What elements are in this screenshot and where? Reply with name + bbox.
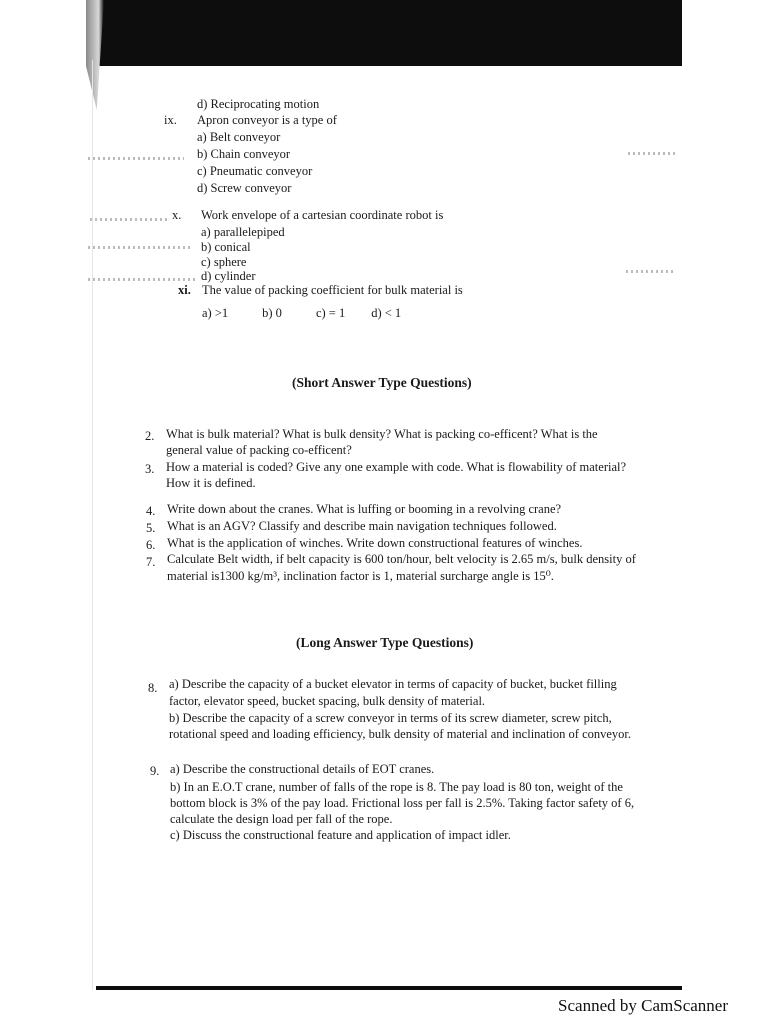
scan-noise — [88, 278, 198, 281]
question-line: c) Discuss the constructional feature and application of impact idler. — [170, 828, 511, 842]
option-row — [202, 306, 429, 321]
option: b) 0 — [262, 306, 282, 320]
section-heading-long: (Long Answer Type Questions) — [296, 635, 474, 650]
option: b) conical — [201, 240, 251, 254]
question-line: What is the application of winches. Write down constructional features of winches. — [167, 536, 583, 550]
option: d) < 1 — [371, 306, 402, 320]
question-line: What is bulk material? What is bulk density? What is packing co-efficent? What is the — [166, 427, 598, 441]
question-line: What is an AGV? Classify and describe main navigation techniques followed. — [167, 519, 557, 533]
question-line: factor, elevator speed, bucket spacing, bulk density of material. — [169, 694, 486, 708]
question-line: b) In an E.O.T crane, number of falls of the rope is 8. The pay load is 80 ton, weight of the — [170, 780, 623, 794]
question-number: 9. — [150, 764, 160, 778]
scan-noise — [626, 270, 676, 273]
scan-noise — [88, 157, 184, 160]
question-number: x. — [172, 208, 182, 222]
question-number: 4. — [146, 504, 156, 518]
scan-noise — [90, 218, 170, 221]
option: c) sphere — [201, 255, 247, 269]
question-line: calculate the design load per fall of the rope. — [170, 812, 393, 826]
question-line: Write down about the cranes. What is luffing or booming in a revolving crane? — [167, 502, 562, 516]
option: a) parallelepiped — [201, 225, 285, 239]
option: c) = 1 — [315, 306, 346, 320]
question-text: The value of packing coefficient for bulk material is — [202, 283, 463, 297]
question-line: a) Describe the constructional details of EOT cranes. — [170, 762, 435, 776]
question-line: a) Describe the capacity of a bucket elevator in terms of capacity of bucket, bucket filling — [169, 677, 617, 691]
scan-dark-top-band — [96, 0, 682, 66]
question-text: Work envelope of a cartesian coordinate robot is — [201, 208, 444, 222]
question-line: Calculate Belt width, if belt capacity is 600 ton/hour, belt velocity is 2.65 m/s, bulk density of — [167, 552, 636, 566]
question-line: general value of packing co-efficent? — [166, 443, 352, 457]
option: d) cylinder — [201, 269, 256, 283]
question-number: 8. — [148, 681, 158, 695]
question-number: 2. — [145, 429, 155, 443]
scan-noise — [628, 152, 678, 155]
question-number: 7. — [146, 555, 156, 569]
option: a) Belt conveyor — [197, 130, 281, 144]
scan-noise — [88, 246, 192, 249]
question-number: 3. — [145, 462, 155, 476]
question-number: 6. — [146, 538, 156, 552]
option: a) >1 — [202, 306, 229, 320]
option: c) Pneumatic conveyor — [197, 164, 313, 178]
question-line: How it is defined. — [166, 476, 256, 490]
question-line: rotational speed and loading efficiency, bulk density of material and inclination of conveyor. — [169, 727, 632, 741]
question-number: 5. — [146, 521, 156, 535]
question-text: Apron conveyor is a type of — [197, 113, 337, 127]
scan-dark-bottom-band — [96, 986, 682, 990]
scanner-watermark: Scanned by CamScanner — [558, 996, 728, 1015]
question-line: bottom block is 3% of the pay load. Frictional loss per fall is 2.5%. Taking factor safety of 6, — [170, 796, 635, 810]
option: d) Screw conveyor — [197, 181, 292, 195]
question-line: material is1300 kg/m³, inclination factor is 1, material surcharge angle is 15⁰. — [167, 569, 554, 583]
question-line: How a material is coded? Give any one example with code. What is flowability of material? — [166, 460, 627, 474]
option: b) Chain conveyor — [197, 147, 291, 161]
question-line: b) Describe the capacity of a screw conveyor in terms of its screw diameter, screw pitch, — [169, 711, 612, 725]
section-heading-short: (Short Answer Type Questions) — [292, 375, 472, 390]
question-number: ix. — [164, 113, 177, 127]
question-number: xi. — [178, 283, 191, 297]
mcq-prev-option-d: d) Reciprocating motion — [197, 97, 320, 111]
